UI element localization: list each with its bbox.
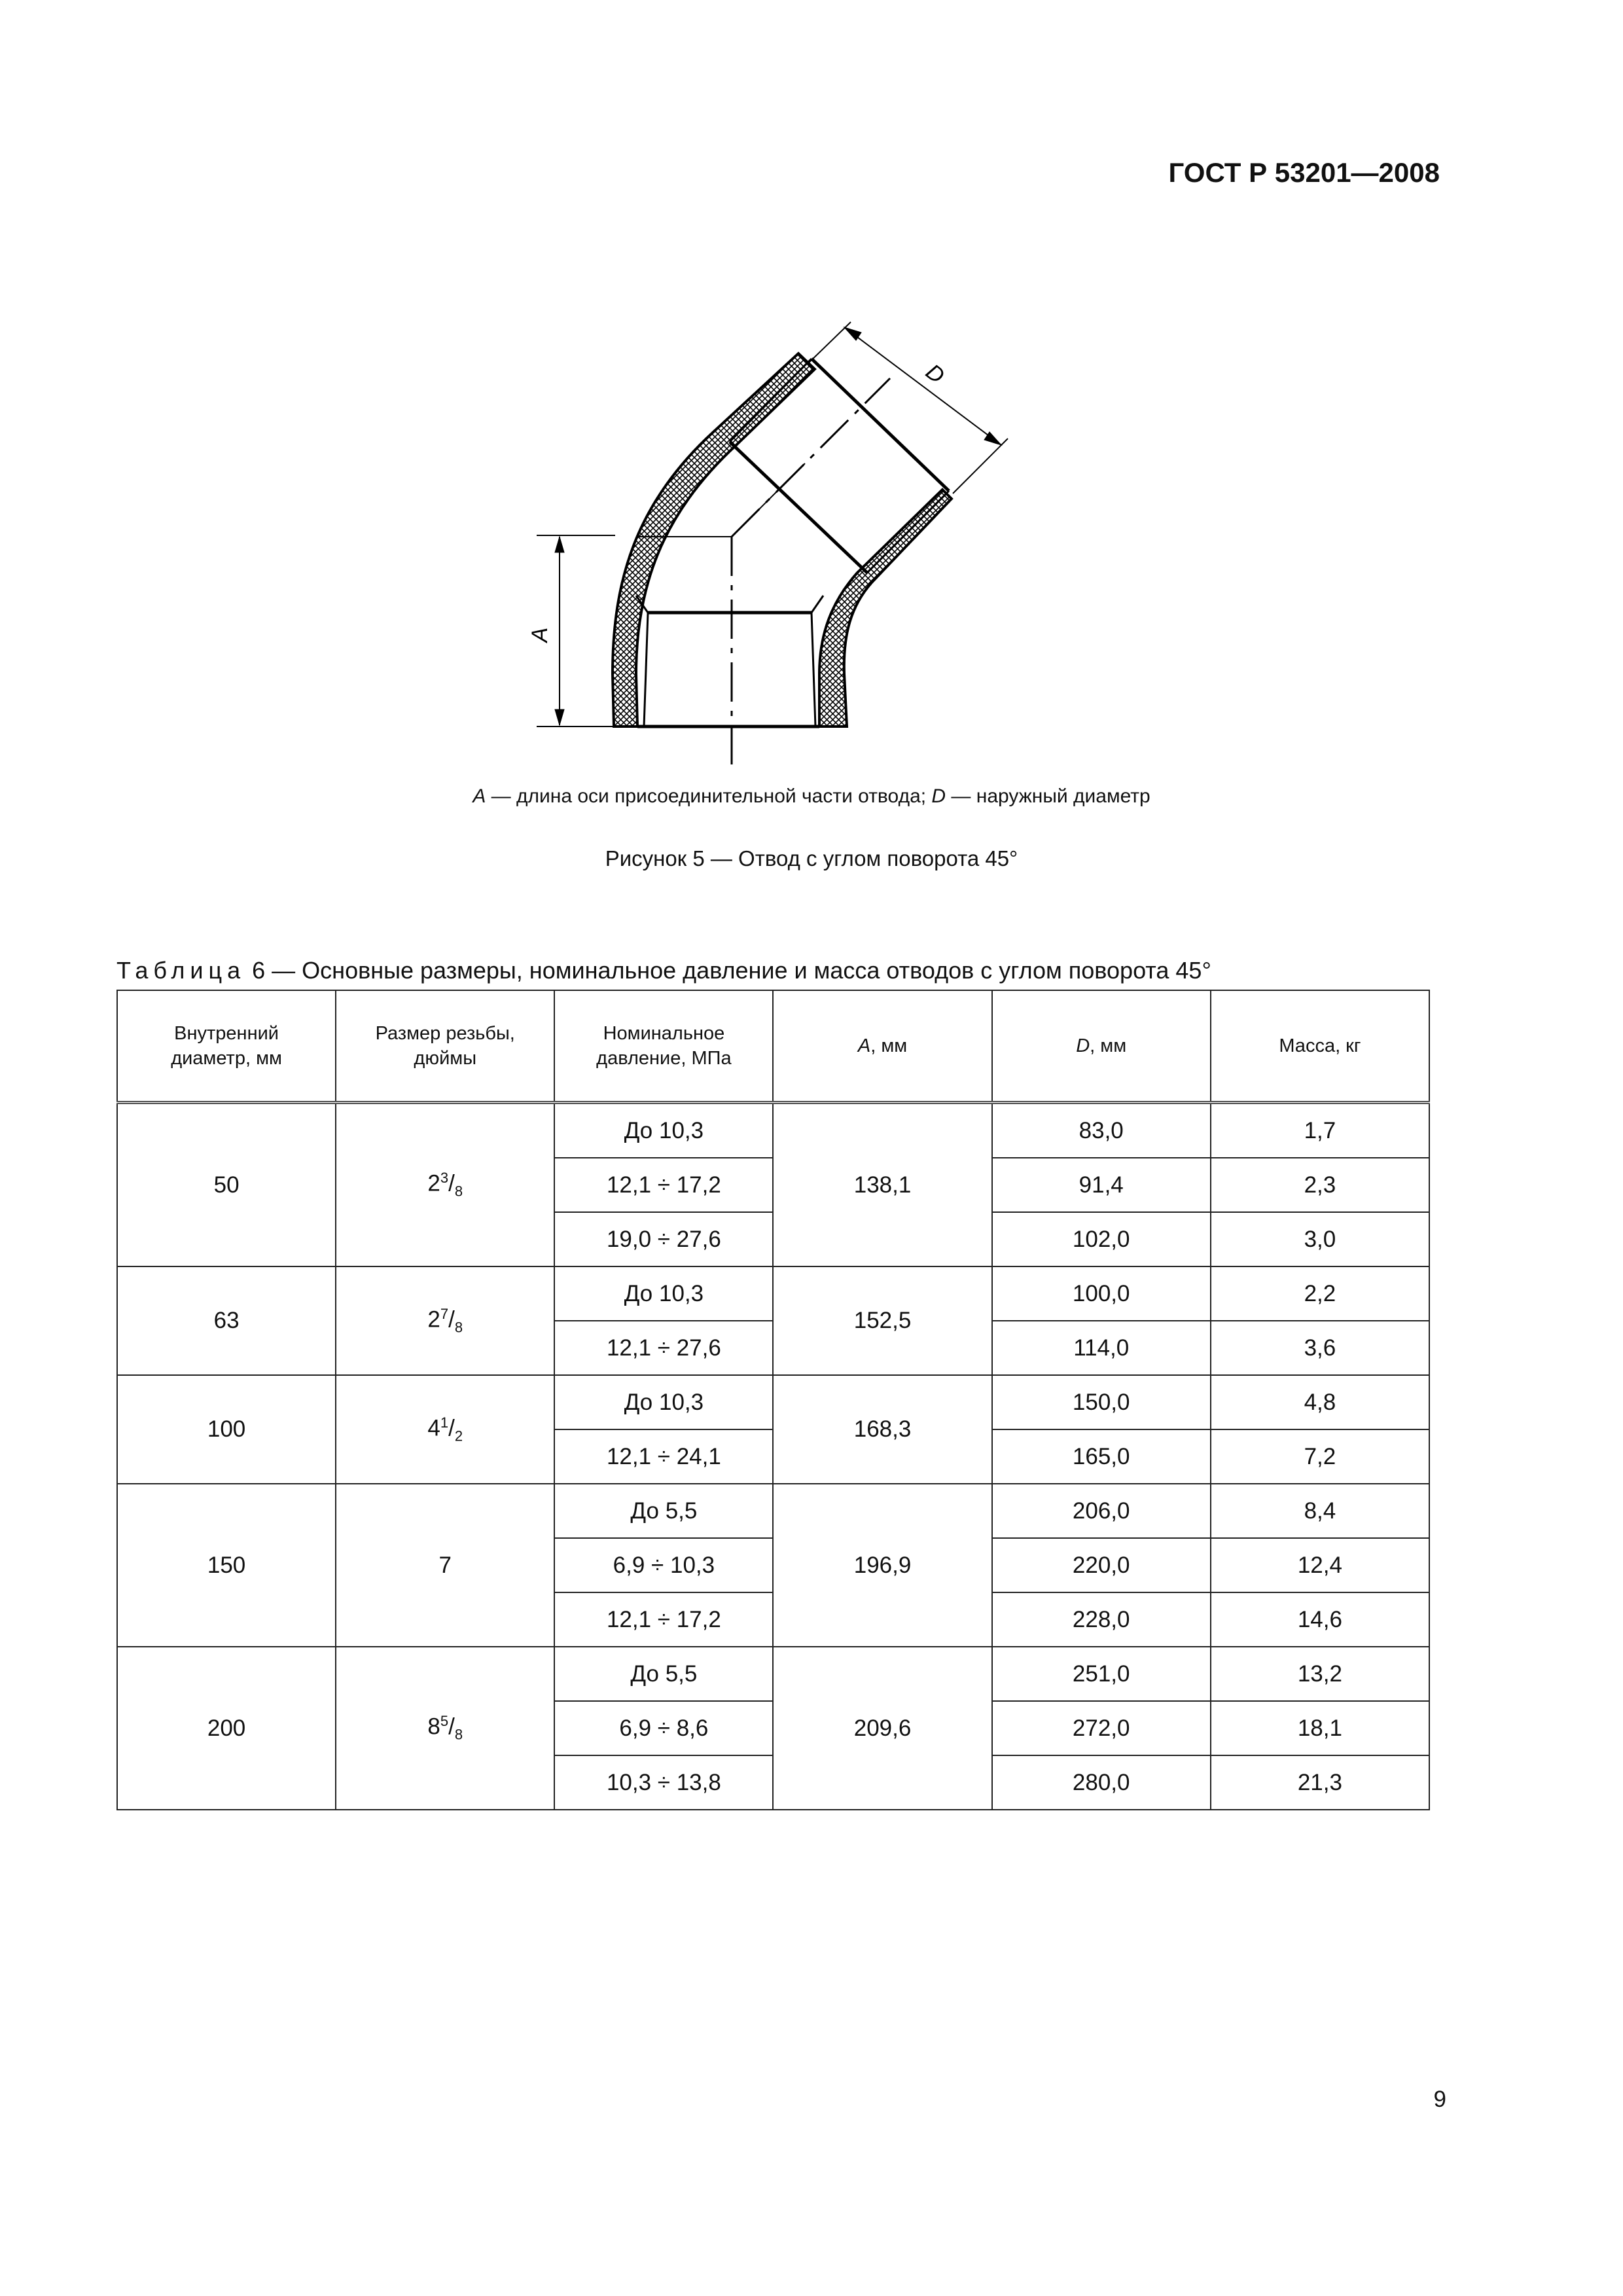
cell-a: 196,9 [773,1484,991,1647]
dimension-d [808,322,1008,493]
cell-d: 91,4 [992,1158,1211,1212]
legend-d-text: — наружный диаметр [946,785,1150,807]
cell-d: 280,0 [992,1755,1211,1810]
cell-d: 206,0 [992,1484,1211,1538]
dimension-a-label: A [527,627,552,643]
table-row [117,1375,1429,1429]
page-number: 9 [1433,2087,1446,2112]
legend-a-text: — длина оси присоединительной части отвода; [486,785,932,807]
header-d: D, мм [992,990,1211,1103]
header-inner-diameter: Внутренний диаметр, мм [117,990,336,1103]
table-row [117,1103,1429,1158]
cell-thread-size: 7 [336,1484,554,1647]
cell-mass: 4,8 [1211,1375,1429,1429]
cell-d: 150,0 [992,1375,1211,1429]
cell-d: 83,0 [992,1103,1211,1158]
cell-a: 152,5 [773,1266,991,1375]
cell-d: 102,0 [992,1212,1211,1266]
cell-d: 251,0 [992,1647,1211,1701]
cell-pressure: До 5,5 [554,1647,773,1701]
cell-inner-diameter: 50 [117,1103,336,1267]
cell-inner-diameter: 150 [117,1484,336,1647]
table-row [117,1266,1429,1321]
cell-thread-size: $4^1/_2$ [336,1375,554,1484]
cell-mass: 2,3 [1211,1158,1429,1212]
legend-a-symbol: A [473,785,486,807]
cell-mass: 12,4 [1211,1538,1429,1592]
cell-pressure: 6,9 ÷ 10,3 [554,1538,773,1592]
cell-a: 209,6 [773,1647,991,1810]
cell-pressure: 10,3 ÷ 13,8 [554,1755,773,1810]
cell-mass: 14,6 [1211,1592,1429,1647]
figure-caption: Рисунок 5 — Отвод с углом поворота 45° [605,846,1018,870]
cell-pressure: 12,1 ÷ 17,2 [554,1592,773,1647]
cell-pressure: 6,9 ÷ 8,6 [554,1701,773,1755]
cell-pressure: До 10,3 [554,1266,773,1321]
cell-mass: 1,7 [1211,1103,1429,1158]
cell-mass: 13,2 [1211,1647,1429,1701]
cell-d: 165,0 [992,1429,1211,1484]
legend-d-symbol: D [931,785,946,807]
cell-mass: 21,3 [1211,1755,1429,1810]
cell-d: 228,0 [992,1592,1211,1647]
cell-pressure: 12,1 ÷ 27,6 [554,1321,773,1375]
cell-a: 138,1 [773,1103,991,1267]
dimension-d-label: D [921,359,950,389]
header-a: A, мм [773,990,991,1103]
cell-thread-size: $8^5/_8$ [336,1647,554,1810]
cell-mass: 8,4 [1211,1484,1429,1538]
cell-inner-diameter: 200 [117,1647,336,1810]
table-header-row [117,990,1429,1103]
dimensions-table [116,990,1430,1810]
cell-d: 114,0 [992,1321,1211,1375]
cell-inner-diameter: 100 [117,1375,336,1484]
elbow-45-drawing [524,216,1060,779]
cell-pressure: До 5,5 [554,1484,773,1538]
cell-thread-size: $2^7/_8$ [336,1266,554,1375]
standard-header: ГОСТ Р 53201—2008 [1168,157,1440,188]
cell-d: 272,0 [992,1701,1211,1755]
cell-inner-diameter: 63 [117,1266,336,1375]
cell-pressure: До 10,3 [554,1103,773,1158]
figure-legend [0,785,1623,808]
cell-pressure: 19,0 ÷ 27,6 [554,1212,773,1266]
cell-d: 100,0 [992,1266,1211,1321]
table-title-text: 6 — Основные размеры, номинальное давление и масса отводов с углом поворота 45° [245,957,1211,984]
cell-mass: 7,2 [1211,1429,1429,1484]
cell-mass: 2,2 [1211,1266,1429,1321]
header-thread-size: Размер резьбы, дюймы [336,990,554,1103]
table-label: Таблица [116,957,246,984]
cell-mass: 3,6 [1211,1321,1429,1375]
cell-thread-size: $2^3/_8$ [336,1103,554,1267]
header-nominal-pressure: Номинальное давление, МПа [554,990,773,1103]
cell-mass: 3,0 [1211,1212,1429,1266]
table-title [116,957,1211,984]
cell-mass: 18,1 [1211,1701,1429,1755]
table-row [117,1484,1429,1538]
cell-pressure: 12,1 ÷ 17,2 [554,1158,773,1212]
cell-pressure: 12,1 ÷ 24,1 [554,1429,773,1484]
cell-d: 220,0 [992,1538,1211,1592]
cell-a: 168,3 [773,1375,991,1484]
cell-pressure: До 10,3 [554,1375,773,1429]
table-row [117,1647,1429,1701]
header-mass: Масса, кг [1211,990,1429,1103]
